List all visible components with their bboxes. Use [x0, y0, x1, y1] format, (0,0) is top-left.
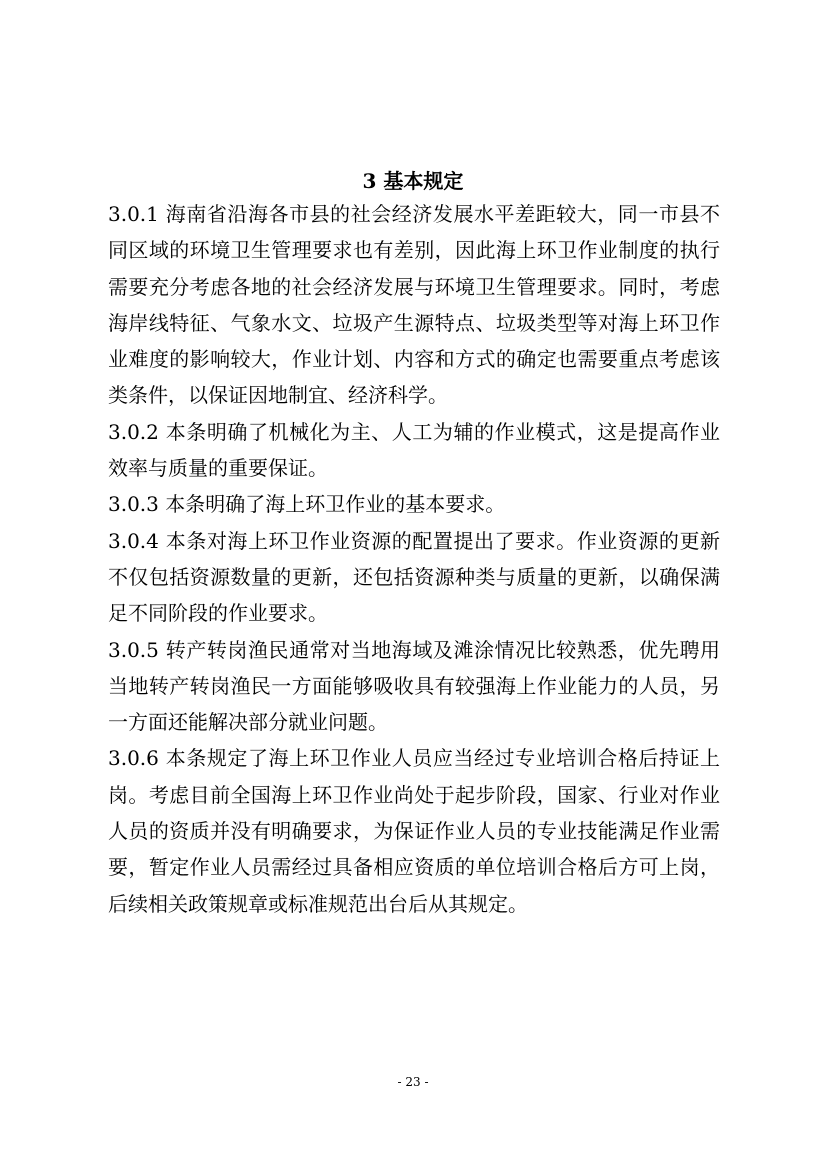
page-number: - 23 - [397, 1075, 429, 1089]
clause-3-0-4: 3.0.4 本条对海上环卫作业资源的配置提出了要求。作业资源的更新不仅包括资源数量的更新，还包括资源种类与质量的更新，以确保满足不同阶段的作业要求。 [108, 528, 720, 626]
clause-3-0-1: 3.0.1 海南省沿海各市县的社会经济发展水平差距较大，同一市县不同区域的环境卫生管理要求也有差别，因此海上环卫作业制度的执行需要充分考虑各地的社会经济发展与环境卫生管理要求。同时，考虑海岸线特征、气象水文、垃圾产生源特点、垃圾类型等对海上环卫作业难度的影响较大，作业计划、内容和方式的确定也需要重点考虑该类条件，以保证因地制宜、经济科学。 [108, 202, 720, 408]
section-body [108, 196, 720, 922]
clause-3-0-2: 3.0.2 本条明确了机械化为主、人工为辅的作业模式，这是提高作业效率与质量的重要保证。 [108, 419, 720, 481]
section-title: 3 基本规定 [362, 169, 464, 194]
clause-3-0-3: 3.0.3 本条明确了海上环卫作业的基本要求。 [108, 492, 506, 517]
clause-3-0-5: 3.0.5 转产转岗渔民通常对当地海域及滩涂情况比较熟悉，优先聘用当地转产转岗渔民一方面能够吸收具有较强海上作业能力的人员，另一方面还能解决部分就业问题。 [108, 637, 720, 735]
clause-3-0-6: 3.0.6 本条规定了海上环卫作业人员应当经过专业培训合格后持证上岗。考虑目前全国海上环卫作业尚处于起步阶段，国家、行业对作业人员的资质并没有明确要求，为保证作业人员的专业技能满足作业需要，暂定作业人员需经过具备相应资质的单位培训合格后方可上岗，后续相关政策规章或标准规范出台后从其规定。 [108, 746, 720, 916]
